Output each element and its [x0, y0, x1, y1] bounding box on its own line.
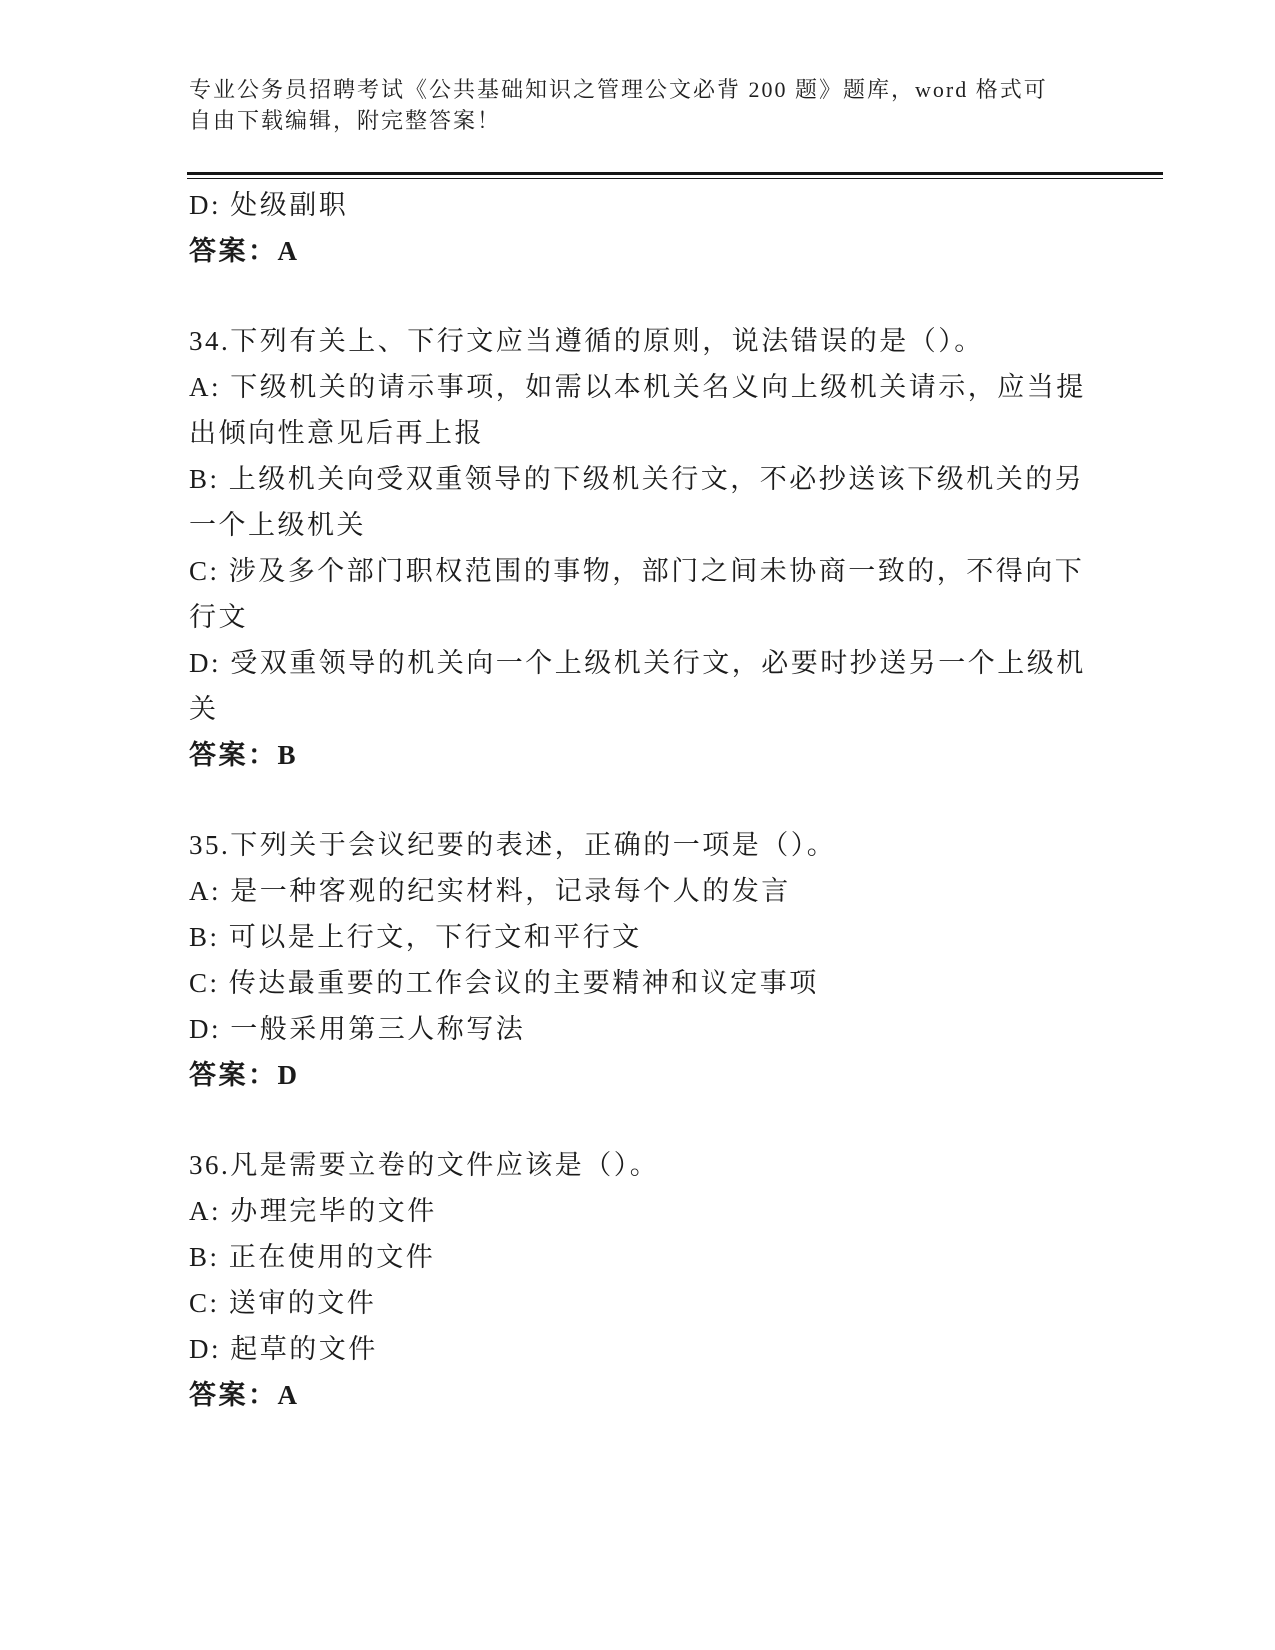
option-line: C: 传达最重要的工作会议的主要精神和议定事项: [189, 968, 819, 998]
option-line: B: 可以是上行文，下行文和平行文: [189, 922, 642, 952]
option-line: A: 是一种客观的纪实材料，记录每个人的发言: [189, 876, 791, 906]
answer-line: 答案：B: [189, 740, 299, 770]
document-body: [189, 182, 1169, 1418]
option-continuation-line: 关: [189, 694, 219, 724]
option-line: B: 正在使用的文件: [189, 1242, 436, 1272]
option-line: D: 一般采用第三人称写法: [189, 1014, 526, 1044]
option-line: B: 上级机关向受双重领导的下级机关行文，不必抄送该下级机关的另: [189, 464, 1085, 494]
option-line: A: 办理完毕的文件: [189, 1196, 437, 1226]
option-line: C: 送审的文件: [189, 1288, 377, 1318]
answer-line: 答案：A: [189, 1380, 300, 1410]
question-stem: 35.下列关于会议纪要的表述，正确的一项是（）。: [189, 830, 837, 860]
question-block-36: [189, 1142, 1169, 1418]
option-continuation-line: 一个上级机关: [189, 510, 366, 540]
header-divider-rule: [187, 172, 1163, 179]
option-continuation-line: 出倾向性意见后再上报: [189, 418, 484, 448]
page-header: [189, 74, 1119, 136]
option-line: D: 处级副职: [189, 190, 349, 220]
question-block-34: [189, 318, 1169, 778]
question-block-35: [189, 822, 1169, 1098]
option-line: D: 起草的文件: [189, 1334, 378, 1364]
answer-line: 答案：D: [189, 1060, 300, 1090]
option-continuation-line: 行文: [189, 602, 248, 632]
answer-line: 答案：A: [189, 236, 300, 266]
option-line: C: 涉及多个部门职权范围的事物，部门之间未协商一致的，不得向下: [189, 556, 1085, 586]
header-line-1: 专业公务员招聘考试《公共基础知识之管理公文必背 200 题》题库，word 格式可: [189, 77, 1048, 102]
option-line: A: 下级机关的请示事项，如需以本机关名义向上级机关请示，应当提: [189, 372, 1086, 402]
carryover-question-block: [189, 182, 1169, 274]
question-stem: 36.凡是需要立卷的文件应该是（）。: [189, 1150, 660, 1180]
header-line-2: 自由下载编辑，附完整答案！: [189, 108, 502, 133]
option-line: D: 受双重领导的机关向一个上级机关行文，必要时抄送另一个上级机: [189, 648, 1086, 678]
question-stem: 34.下列有关上、下行文应当遵循的原则，说法错误的是（）。: [189, 326, 984, 356]
